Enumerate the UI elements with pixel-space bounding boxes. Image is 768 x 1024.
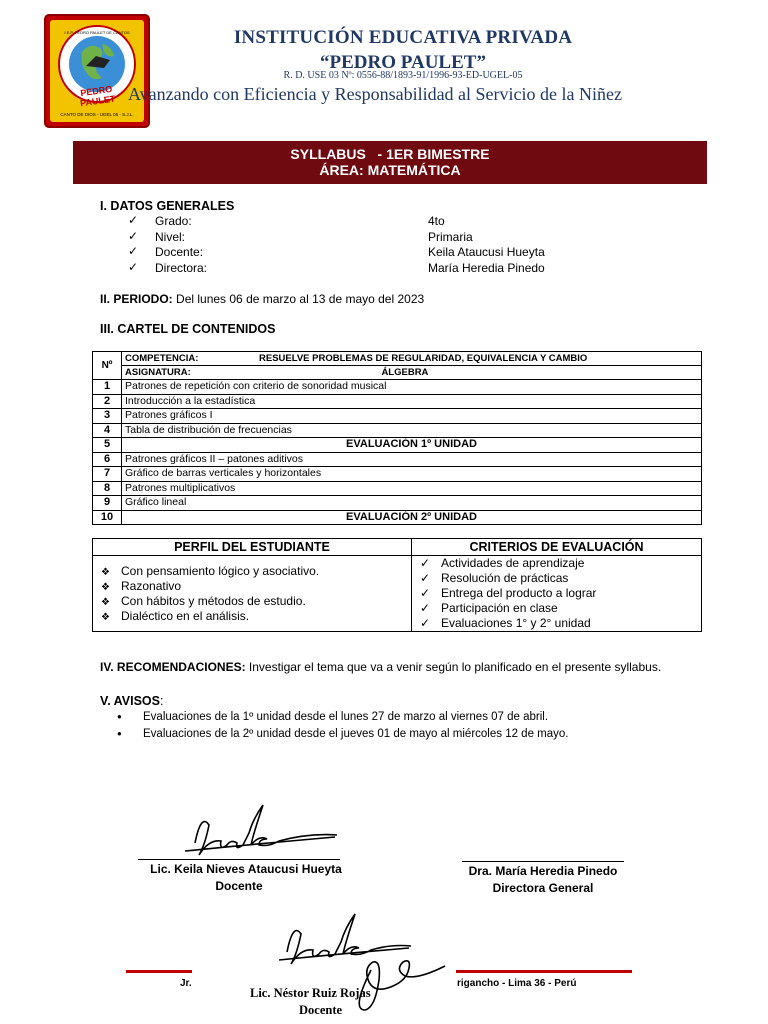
table-row (93, 423, 702, 438)
table-header-row (93, 366, 702, 380)
table-row (93, 467, 702, 482)
datos-row (128, 260, 688, 276)
datos-row (128, 213, 688, 229)
cartel-title: III. CARTEL DE CONTENIDOS (100, 322, 276, 336)
director-name: Dra. María Heredia Pinedo (468, 864, 618, 878)
list-item (101, 579, 411, 594)
row-topic: Tabla de distribución de frecuencias (122, 423, 702, 438)
footer-line-right (456, 970, 632, 973)
perfil-cell (93, 556, 412, 632)
check-icon: ✓ (128, 213, 139, 227)
perfil-list (93, 556, 411, 624)
list-item (117, 728, 569, 745)
row-topic: Introducción a la estadística (122, 394, 702, 409)
signature-line-right (462, 861, 624, 862)
criterio-item: Resolución de prácticas (441, 571, 569, 585)
resolution-number: R. D. USE 03 Nº: 0556-88/1893-91/1996-93-ED-UGEL-05 (283, 70, 523, 81)
director-role: Directora General (492, 881, 594, 895)
syllabus-banner (73, 141, 707, 184)
datos-label: Grado: (155, 214, 192, 228)
periodo-text: Del lunes 06 de marzo al 13 de mayo del 2023 (172, 292, 425, 306)
avisos-list (117, 711, 569, 745)
row-number: 1 (93, 380, 122, 395)
perfil-header: PERFIL DEL ESTUDIANTE (93, 539, 412, 556)
diamond-bullet-icon: ❖ (101, 612, 110, 623)
list-item (420, 556, 701, 571)
table-header-row (93, 352, 702, 366)
row-number: 9 (93, 496, 122, 511)
asignatura-value: ÁLGEBRA (381, 367, 429, 378)
periodo-label: II. PERIODO: (100, 292, 173, 306)
row-number: 7 (93, 467, 122, 482)
row-topic: Patrones multiplicativos (122, 481, 702, 496)
criterios-header: CRITERIOS DE EVALUACIÓN (412, 539, 702, 556)
list-item (420, 571, 701, 586)
datos-value: María Heredia Pinedo (428, 260, 545, 275)
row-topic: Patrones gráficos I (122, 409, 702, 424)
list-item (101, 609, 411, 624)
check-icon: ✓ (420, 571, 431, 585)
row-topic: Gráfico lineal (122, 496, 702, 511)
table-row (93, 481, 702, 496)
footer-address-right: rigancho - Lima 36 - Perú (457, 978, 577, 989)
datos-label: Directora: (155, 260, 208, 275)
table-row (93, 394, 702, 409)
profile-criteria-table (92, 538, 702, 632)
school-subtitle: “PEDRO PAULET” (320, 52, 486, 73)
footer-address-left: Jr. (180, 978, 192, 989)
recomendaciones (100, 660, 661, 674)
banner-title: SYLLABUS - 1ER BIMESTRE (290, 146, 490, 162)
perfil-item: Dialéctico en el análisis. (121, 609, 250, 623)
table-row (93, 438, 702, 453)
periodo (100, 292, 424, 306)
competencia-value: RESUELVE PROBLEMAS DE REGULARIDAD, EQUIVALENCIA Y CAMBIO (259, 353, 588, 364)
criterios-cell (412, 556, 702, 632)
footer-name: Lic. Néstor Ruiz Rojas (250, 986, 371, 1000)
perfil-item: Con pensamiento lógico y asociativo. (121, 564, 320, 578)
perfil-item: Razonativo (121, 579, 182, 593)
row-number: 6 (93, 452, 122, 467)
school-name: INSTITUCIÓN EDUCATIVA PRIVADA (233, 27, 573, 48)
row-number: 4 (93, 423, 122, 438)
row-evaluation: EVALUACIÓN 2º UNIDAD (122, 510, 702, 525)
list-item (420, 616, 701, 631)
row-topic: Patrones gráficos II – patones aditivos (122, 452, 702, 467)
diamond-bullet-icon: ❖ (101, 582, 110, 593)
list-item (420, 586, 701, 601)
row-number: 3 (93, 409, 122, 424)
footer-role: Docente (299, 1003, 343, 1017)
datos-list (128, 213, 688, 275)
datos-label: Docente: (155, 245, 204, 259)
check-icon: ✓ (420, 586, 431, 600)
list-item (420, 601, 701, 616)
criterio-item: Participación en clase (441, 601, 558, 615)
list-item (117, 711, 569, 728)
datos-label: Nivel: (155, 229, 186, 244)
contents-table (92, 351, 702, 525)
competencia-cell (122, 352, 702, 366)
aviso-item: Evaluaciones de la 1º unidad desde el lunes 27 de marzo al viernes 07 de abril. (143, 711, 549, 723)
competencia-label: COMPETENCIA: (125, 353, 199, 364)
bullet-icon: ● (117, 729, 122, 738)
criterios-list (412, 556, 701, 631)
profile-header-row (93, 539, 702, 556)
datos-title: I. DATOS GENERALES (100, 199, 235, 213)
recomendaciones-text: Investigar el tema que va a venir según lo planificado en el presente syllabus. (245, 660, 662, 674)
row-number: 5 (93, 438, 122, 453)
school-motto: Avanzando con Eficiencia y Responsabilidad al Servicio de la Niñez (128, 84, 622, 104)
row-evaluation: EVALUACIÓN 1º UNIDAD (122, 438, 702, 453)
bullet-icon: ● (117, 712, 122, 721)
logo-text: PEDRO PAULET (79, 83, 116, 109)
check-icon: ✓ (128, 259, 139, 274)
table-row (93, 510, 702, 525)
profile-body-row (93, 556, 702, 632)
check-icon: ✓ (128, 244, 139, 258)
criterio-item: Evaluaciones 1° y 2° unidad (441, 616, 591, 630)
table-row (93, 496, 702, 511)
row-topic: Gráfico de barras verticales y horizontales (122, 467, 702, 482)
row-number: 2 (93, 394, 122, 409)
num-header: Nº (93, 352, 122, 380)
avisos-colon: : (159, 694, 164, 708)
perfil-item: Con hábitos y métodos de estudio. (121, 594, 306, 608)
teacher-name: Lic. Keila Nieves Ataucusi Hueyta (150, 862, 342, 876)
diamond-bullet-icon: ❖ (101, 567, 110, 578)
signature-line-left (138, 859, 340, 860)
asignatura-cell (122, 366, 702, 380)
footer-line-left (126, 970, 192, 973)
datos-value: Keila Ataucusi Hueyta (428, 245, 545, 259)
logo-small-text: CANTO DE DIOS - UGEL 05 - S.J.L. (60, 112, 134, 117)
banner-area: ÁREA: MATEMÁTICA (319, 162, 461, 178)
check-icon: ✓ (128, 228, 139, 243)
check-icon: ✓ (420, 601, 431, 615)
teacher-role: Docente (215, 879, 263, 893)
list-item (101, 564, 411, 579)
asignatura-label: ASIGNATURA: (125, 367, 191, 378)
datos-value: Primaria (428, 229, 473, 244)
school-logo (44, 14, 150, 128)
recomendaciones-label: IV. RECOMENDACIONES: (100, 660, 246, 674)
table-row (93, 452, 702, 467)
avisos-title-row (100, 694, 163, 708)
check-icon: ✓ (420, 616, 431, 630)
avisos-title: V. AVISOS (100, 694, 160, 708)
datos-row (128, 229, 688, 245)
criterio-item: Actividades de aprendizaje (441, 556, 585, 570)
logo-ring-text: I.E.P. PEDRO PAULET DE CANTOS (64, 30, 130, 35)
check-icon: ✓ (420, 556, 431, 570)
criterio-item: Entrega del producto a lograr (441, 586, 597, 600)
row-number: 8 (93, 481, 122, 496)
datos-value: 4to (428, 214, 445, 228)
table-row (93, 409, 702, 424)
diamond-bullet-icon: ❖ (101, 597, 110, 608)
aviso-item: Evaluaciones de la 2º unidad desde el jueves 01 de mayo al miércoles 12 de mayo. (143, 728, 569, 740)
list-item (101, 594, 411, 609)
datos-row (128, 244, 688, 260)
table-row (93, 380, 702, 395)
row-topic: Patrones de repetición con criterio de sonoridad musical (122, 380, 702, 395)
row-number: 10 (93, 510, 122, 525)
